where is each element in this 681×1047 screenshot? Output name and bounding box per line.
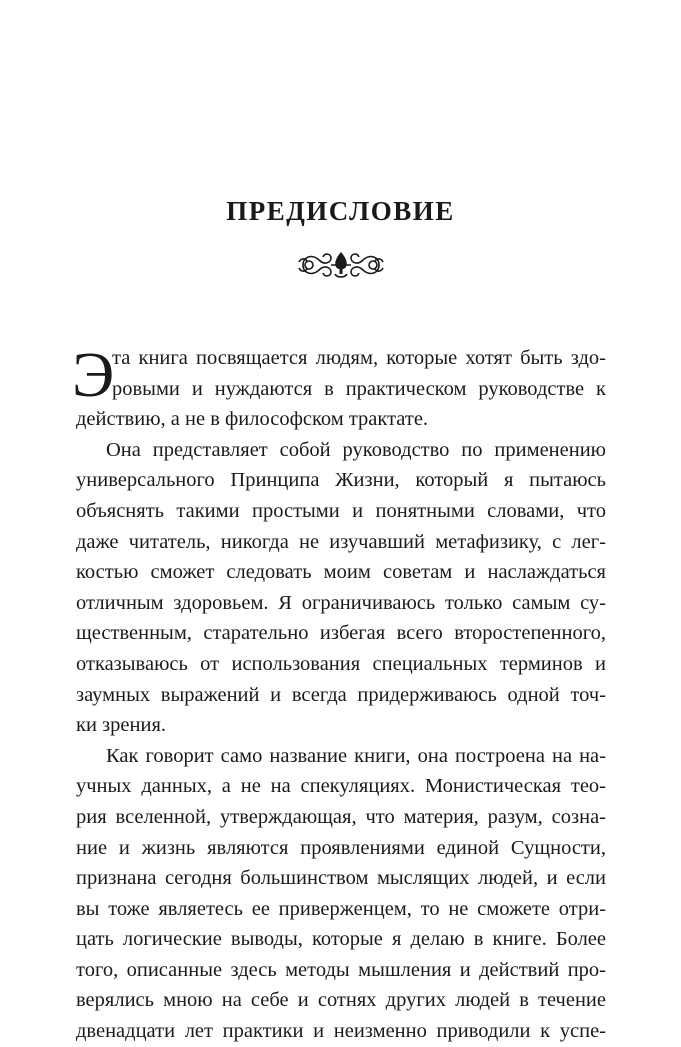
body-text	[72, 339, 606, 1047]
text-line: Как говорит само название книги, она построена на на-	[106, 744, 606, 767]
text-line: цать логические выводы, которые я делаю в книге. Более	[76, 928, 606, 951]
text-line: универсального Принципа Жизни, который я пытаюсь	[76, 469, 606, 492]
text-line: рия вселенной, утверждающая, что материя, разум, созна-	[76, 805, 606, 828]
paragraph	[76, 435, 606, 741]
text-line: Она представляет собой руководство по применению	[106, 438, 606, 461]
text-line: ровыми и нуждаются в практическом руководстве к	[112, 377, 606, 400]
text-line: заумных выражений и всегда придерживаюсь одной точ-	[76, 683, 606, 706]
text-line: признана сегодня большинством мыслящих людей, и если	[76, 867, 606, 890]
text-line: ние и жизнь являются проявлениями единой Сущности,	[76, 836, 606, 859]
text-line: вы тоже являетесь ее приверженцем, то не сможете отри-	[76, 897, 606, 920]
text-line: щественным, старательно избегая всего второстепенного,	[76, 622, 606, 645]
text-line: отличным здоровьем. Я ограничиваюсь только самым су-	[76, 591, 606, 614]
text-line: даже читатель, никогда не изучавший метафизику, с лег-	[76, 530, 606, 553]
text-line: объяснять такими простыми и понятными словами, что	[76, 499, 606, 522]
chapter-title: ПРЕДИСЛОВИЕ	[226, 196, 455, 226]
paragraph	[72, 339, 606, 435]
text-line: ки зрения.	[76, 714, 166, 737]
text-line: Э та книга посвящается людям, которые хотят быть здо-	[72, 339, 606, 410]
text-line: того, описанные здесь методы мышления и действий про-	[76, 958, 606, 981]
drop-cap: Э	[72, 339, 115, 410]
celtic-knot-ornament-icon	[297, 248, 385, 282]
text-line: отказываюсь от использования специальных терминов и	[76, 652, 606, 675]
text-line: верялись мною на себе и сотнях других людей в течение	[76, 989, 606, 1012]
text-line: действию, а не в философском трактате.	[76, 408, 429, 431]
text-line: двенадцати лет практики и неизменно приводили к успе-	[76, 1020, 606, 1043]
text-line: учных данных, а не на спекуляциях. Монистическая тео-	[76, 775, 606, 798]
text-line: костью сможет следовать моим советам и наслаждаться	[76, 561, 606, 584]
